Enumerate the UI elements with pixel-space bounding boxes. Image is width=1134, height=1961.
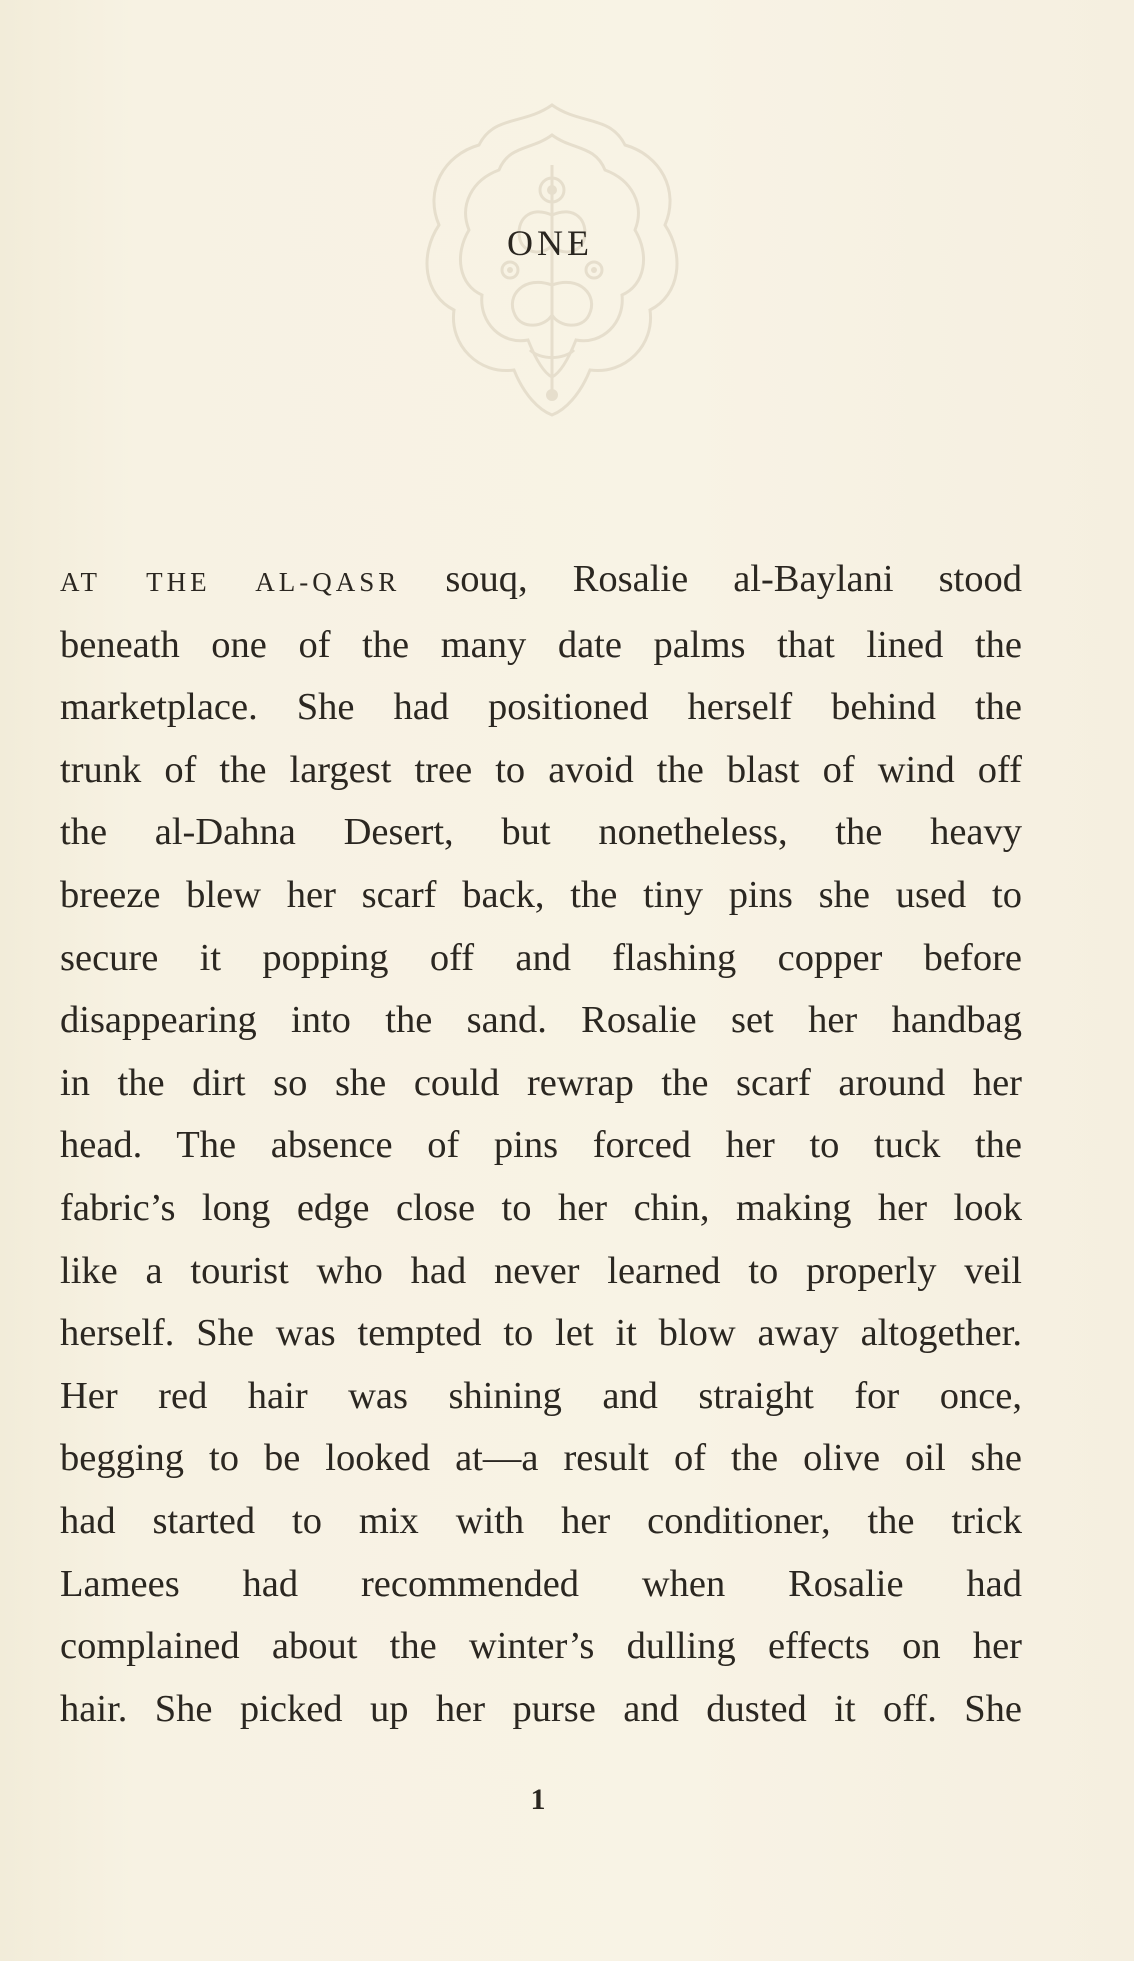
text-line: Her red hair was shining and straight for once, [60,1374,1022,1417]
text-line: breeze blew her scarf back, the tiny pins she used to [60,873,1022,916]
text-line-content: souq, Rosalie al-Baylani stood [400,558,1022,600]
text-line: head. The absence of pins forced her to tuck the [60,1124,1022,1167]
text-line [60,548,1022,614]
page-number: 1 [530,1783,546,1816]
text-line: had started to mix with her conditioner, the trick [60,1499,1022,1542]
text-line: hair. She picked up her purse and dusted it off. She [60,1687,1022,1730]
text-line: the al-Dahna Desert, but nonetheless, the heavy [60,811,1022,854]
text-line: trunk of the largest tree to avoid the blast of wind off [60,748,1022,791]
text-line: secure it popping off and flashing copper before [60,936,1022,979]
chapter-title: ONE [507,223,593,263]
text-line: in the dirt so she could rewrap the scarf around her [60,1061,1022,1104]
text-line: disappearing into the sand. Rosalie set her handbag [60,999,1022,1042]
text-line: fabric’s long edge close to her chin, making her look [60,1186,1022,1229]
body-paragraph [60,548,1022,1740]
text-line: like a tourist who had never learned to properly veil [60,1249,1022,1292]
text-line: Lamees had recommended when Rosalie had [60,1562,1022,1605]
text-line: complained about the winter’s dulling effects on her [60,1625,1022,1668]
text-line: marketplace. She had positioned herself behind the [60,686,1022,729]
text-line: beneath one of the many date palms that lined the [60,623,1022,666]
lead-in-smallcaps: AT THE AL-QASR [60,567,401,597]
text-line: begging to be looked at—a result of the olive oil she [60,1437,1022,1480]
text-line: herself. She was tempted to let it blow away altogether. [60,1312,1022,1355]
